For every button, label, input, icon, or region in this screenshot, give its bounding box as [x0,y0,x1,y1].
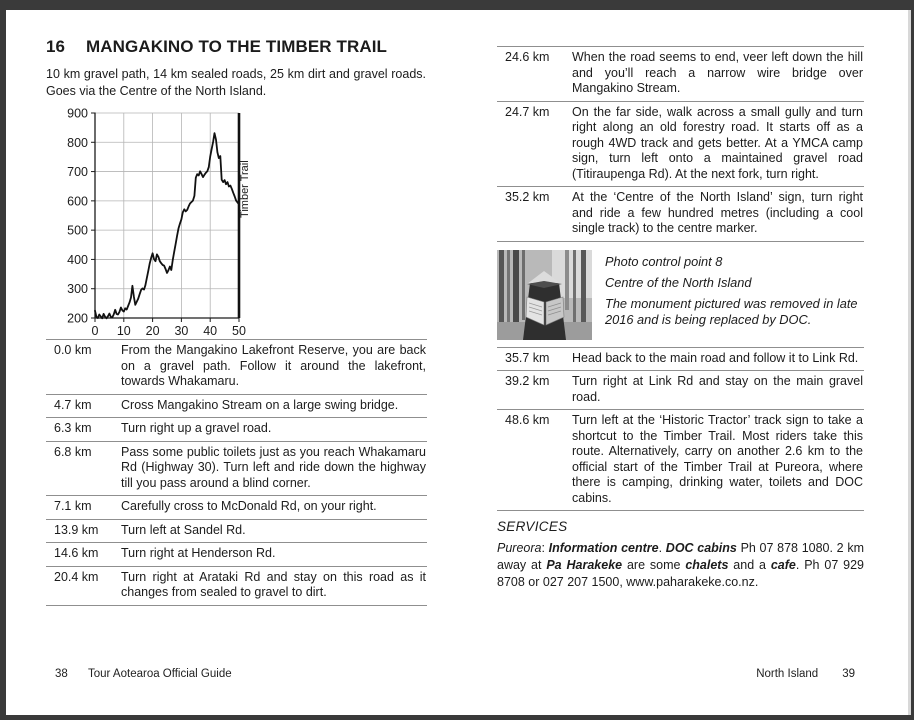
services-segment: cafe [770,557,796,572]
distance-label: 6.8 km [54,444,92,459]
direction-text: Carefully cross to McDonald Rd, on your right. [121,499,377,513]
scan-edge [908,10,911,715]
svg-text:50: 50 [232,324,246,338]
services-heading: SERVICES [497,519,568,534]
services-segment: Pa Harakeke [546,557,623,572]
photo-control-point-block [497,242,864,347]
distance-label: 35.7 km [505,350,550,365]
services-segment: and a [728,557,771,572]
distance-label: 24.6 km [505,50,550,64]
book-page [6,10,911,715]
photo-captions [605,250,864,340]
services-segment: Ph 07 878 1080. 2 km away at [497,541,864,572]
services-segment: chalets [685,557,729,572]
direction-text: Turn left at Sandel Rd. [121,522,246,537]
svg-text:0: 0 [91,324,99,338]
direction-row [46,339,427,394]
distance-label: 20.4 km [54,569,99,584]
direction-row [46,441,427,496]
services-segment: Pureora [497,541,542,555]
direction-text: Turn right at Henderson Rd. [121,546,276,560]
distance-label: 14.6 km [54,546,99,560]
distance-label: 39.2 km [505,374,550,388]
distance-label: 0.0 km [54,343,92,357]
svg-text:400: 400 [67,252,88,267]
direction-text: Cross Mangakino Stream on a large swing bridge. [121,397,399,412]
footer-section-name: North Island [756,668,819,680]
directions-table-right-bottom [497,347,864,512]
photo-caption-subtitle: Centre of the North Island [605,274,752,290]
svg-text:500: 500 [67,223,88,238]
direction-row [497,101,864,187]
directions-table-right-top [497,46,864,242]
svg-text:Timber Trail: Timber Trail [239,160,251,218]
direction-text: Pass some public toilets just as you reach Whakamaru Rd (Highway 30). Turn left and ride down the highway till you pass around a blind corner. [121,444,426,490]
services-text [497,540,864,590]
photo-caption-title: Photo control point 8 [605,253,723,269]
page-number-left: 38 [55,668,68,680]
right-column [497,46,864,590]
svg-text:800: 800 [67,135,88,150]
services-segment: : [541,541,549,555]
direction-row [46,394,427,418]
services-segment: are some [622,557,686,572]
direction-text: From the Mangakino Lakefront Reserve, you are back on a gravel path. Follow it around the lakefront, towards Whakamaru. [121,343,426,388]
svg-text:40: 40 [203,324,218,338]
photo-caption-note: The monument pictured was removed in late 2016 and is being replaced by DOC. [605,295,858,327]
monument-photo [497,250,592,340]
direction-row [46,566,427,605]
direction-text: Head back to the main road and follow it to Link Rd. [572,350,859,365]
services-segment: Information centre [548,541,659,555]
direction-row [46,542,427,566]
services-segment: DOC cabins [665,541,737,555]
direction-row [46,519,427,543]
svg-text:900: 900 [67,106,88,121]
services-section [497,519,864,590]
directions-table-left [46,339,427,606]
svg-text:300: 300 [67,282,88,297]
direction-text: At the ‘Centre of the North Island’ sign, turn right and ride a few hundred metres (including a cool single track) to the centre marker. [572,190,863,235]
footer-book-title: Tour Aotearoa Official Guide [88,668,232,680]
route-number: 16 [46,37,66,56]
distance-label: 6.3 km [54,421,92,435]
footer-right [756,668,855,680]
route-summary: 10 km gravel path, 14 km sealed roads, 25 km dirt and gravel roads. Goes via the Centre of the North Island. [46,67,426,98]
direction-row [497,347,864,371]
elevation-profile-chart [50,106,264,338]
distance-label: 7.1 km [54,499,92,513]
page-number-right: 39 [842,668,855,680]
distance-label: 48.6 km [505,413,550,427]
direction-text: Turn right at Link Rd and stay on the main gravel road. [572,374,863,404]
services-segment: . Ph 07 929 8708 or 027 207 1500, www.paharakeke.co.nz. [497,557,864,589]
svg-text:10: 10 [116,324,131,338]
distance-label: 24.7 km [505,104,550,119]
distance-label: 4.7 km [54,397,92,412]
distance-label: 35.2 km [505,190,550,204]
direction-text: Turn left at the ‘Historic Tractor’ track sign to take a shortcut to the Timber Trail. Most riders take this route. Alternatively, carry on another 2.6 km to the official start of the Timber Trail at Pureora, where there is camping, drinking water, toilets and DOC cabins. [572,413,863,505]
distance-label: 13.9 km [54,522,99,537]
svg-text:600: 600 [67,194,88,209]
direction-row [497,409,864,510]
footer-left [55,668,232,680]
direction-text: When the road seems to end, veer left down the hill and you’ll reach a narrow wire bridge over Mangakino Stream. [572,50,863,95]
direction-row [46,417,427,441]
direction-row [497,370,864,409]
services-segment: . [658,541,666,555]
direction-row [497,186,864,241]
svg-text:700: 700 [67,165,88,180]
svg-text:200: 200 [67,311,88,326]
direction-text: On the far side, walk across a small gully and turn right along an old forestry road. It starts off as a rough 4WD track and gets better. At a YMCA camp sign, turn left onto a maintained gravel road (Titiraupenga Rd). At the next fork, turn right. [572,104,863,181]
svg-text:30: 30 [174,324,189,338]
direction-text: Turn right up a gravel road. [121,421,272,435]
direction-row [46,495,427,519]
direction-row [497,46,864,101]
svg-text:20: 20 [145,324,160,338]
page-title: MANGAKINO TO THE TIMBER TRAIL [86,37,388,56]
direction-text: Turn right at Arataki Rd and stay on this road as it changes from sealed to gravel to dirt. [121,569,426,599]
section-heading [46,37,428,57]
